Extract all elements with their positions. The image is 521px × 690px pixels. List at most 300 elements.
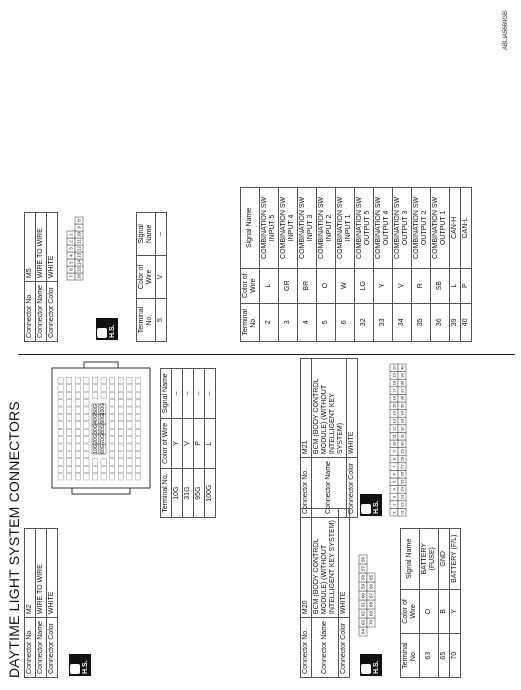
terminal-no: 100G	[205, 469, 216, 518]
pin-label: 12	[76, 245, 82, 252]
pin-label: 13	[76, 252, 82, 259]
pin-label: 36	[399, 395, 405, 401]
cavity	[110, 429, 115, 435]
cavity	[110, 377, 115, 383]
cavity	[135, 422, 140, 428]
cavity	[135, 451, 140, 457]
cavity	[127, 400, 132, 406]
wire-color: O	[317, 268, 336, 303]
pin-label: 59	[360, 583, 366, 590]
cavity	[118, 444, 123, 450]
wire-color: BR	[298, 268, 317, 303]
table-row	[393, 188, 412, 342]
figure-code: ABLIA5669GB	[503, 10, 509, 50]
pin-label: 11	[391, 434, 397, 439]
col-terminal: Terminal No.	[401, 634, 420, 678]
pin-label: 62	[360, 610, 366, 617]
cavity	[110, 451, 115, 457]
signal-name: BATTERY (F/L)	[450, 529, 461, 590]
cavity	[118, 466, 123, 472]
pin-label: 39	[399, 373, 405, 378]
connector-name: BCM (BODY CONTROL MODULE) (WITHOUT INTELLIGENT KEY SYSTEM)	[312, 509, 339, 618]
cavity	[67, 400, 72, 406]
cavity	[127, 414, 132, 420]
signal-name: COMBINATION SW OUTPUT 2	[412, 188, 431, 269]
cavity	[84, 459, 89, 465]
cavity	[84, 429, 89, 435]
hs-icon: H.S.	[96, 318, 118, 340]
cavity	[135, 437, 140, 443]
cavity	[75, 437, 80, 443]
cavity	[118, 451, 123, 457]
label: Connector Name	[312, 458, 347, 518]
pin-label: 65	[368, 574, 374, 581]
cavity	[101, 459, 106, 465]
cavity	[75, 377, 80, 383]
cavity	[75, 459, 80, 465]
cavity	[58, 407, 63, 413]
pin-label: 20G	[93, 434, 100, 444]
wire-color: V	[156, 255, 167, 298]
col-signal: Signal Name	[137, 213, 156, 256]
cavity	[58, 474, 63, 480]
col-color: Color of Wire	[161, 418, 172, 469]
pin-label: 14	[76, 259, 82, 266]
cavity	[58, 437, 63, 443]
wire-color: W	[336, 268, 355, 303]
m2-terminal-table	[160, 368, 216, 518]
wire-color: R	[412, 268, 431, 303]
signal-name: COMBINATION SW INPUT 4	[279, 188, 298, 269]
cavity	[110, 466, 115, 472]
label: Connector Color	[339, 618, 350, 678]
cavity	[58, 400, 63, 406]
pin-label: 9	[76, 226, 82, 229]
terminal-no: 3	[279, 303, 298, 341]
label: Connector No.	[301, 618, 312, 678]
signal-name: –	[205, 369, 216, 419]
pin-label: 64	[360, 628, 366, 635]
cavity	[135, 444, 140, 450]
wire-color: GR	[279, 268, 298, 303]
pin-label: 1	[391, 511, 397, 514]
label: Connector Color	[47, 618, 58, 678]
pin-label: 61	[360, 601, 366, 608]
cavity	[101, 385, 106, 391]
cavity	[75, 451, 80, 457]
wire-color: V	[183, 418, 194, 469]
connector-no: M5	[25, 213, 36, 282]
pin-label: 80G	[100, 424, 107, 434]
pin-label: 50G	[93, 404, 100, 414]
pin-label: 30G	[93, 424, 100, 434]
cavity	[84, 400, 89, 406]
pin-label: 57	[360, 565, 366, 572]
cavity	[84, 377, 89, 383]
wire-color: LG	[355, 268, 374, 303]
terminal-no: 5	[156, 299, 167, 342]
pin-label: 4	[391, 488, 397, 491]
cavity	[67, 407, 72, 413]
cavity	[127, 444, 132, 450]
cavity	[118, 429, 123, 435]
cavity	[84, 474, 89, 480]
signal-name: COMBINATION SW INPUT 5	[260, 188, 279, 269]
wire-color: L	[260, 268, 279, 303]
m20-connector-diagram	[356, 538, 386, 638]
pin-label: 37	[399, 388, 405, 393]
cavity	[92, 459, 97, 465]
pin-label: 33	[399, 418, 405, 424]
cavity	[127, 407, 132, 413]
wire-color: Y	[172, 418, 183, 469]
wire-color: L	[450, 268, 461, 303]
m5-header	[24, 212, 58, 342]
col-signal: Signal Name	[401, 529, 420, 590]
label: Connector No.	[25, 618, 36, 678]
cavity	[110, 400, 115, 406]
cavity	[75, 474, 80, 480]
pin-label: 66	[368, 583, 374, 590]
cavity	[67, 392, 72, 398]
pin-label: 14	[391, 411, 397, 416]
table-row	[260, 188, 279, 342]
signal-name: –	[156, 213, 167, 256]
pin-label: 6	[68, 268, 74, 271]
label: Connector No.	[25, 282, 36, 342]
pin-label: 69	[368, 610, 374, 617]
cavity	[118, 392, 123, 398]
hs-icon: H.S.	[360, 654, 382, 676]
pin-label: 16	[391, 395, 397, 401]
pin-label: 8	[391, 457, 397, 461]
cavity	[92, 385, 97, 391]
cavity	[67, 466, 72, 472]
terminal-no: 40	[461, 303, 472, 341]
pin-label: 21	[399, 509, 405, 515]
terminal-no: 5	[317, 303, 336, 341]
cavity	[75, 400, 80, 406]
signal-name: –	[183, 369, 194, 419]
cavity	[58, 414, 63, 420]
signal-name: CAN-L	[461, 188, 472, 269]
pin-label: 10	[391, 441, 397, 447]
signal-name: –	[194, 369, 205, 419]
cavity	[58, 459, 63, 465]
cavity	[58, 444, 63, 450]
col-color: Color of Wire	[401, 589, 420, 634]
signal-name: –	[172, 369, 183, 419]
table-row	[412, 188, 431, 342]
m20-terminal-table	[400, 528, 461, 678]
pin-label: 10G	[93, 444, 100, 454]
m2-connector-diagram	[32, 348, 177, 498]
col-terminal: Terminal No.	[137, 299, 156, 342]
label: Connector Color	[47, 282, 58, 342]
connector-m21	[300, 358, 405, 518]
table-row	[156, 213, 167, 342]
pin-label: 90G	[100, 414, 107, 424]
cavity	[67, 437, 72, 443]
terminal-no: 2	[260, 303, 279, 341]
terminal-no: 36	[431, 303, 450, 341]
cavity	[135, 392, 140, 398]
pin-label: 30	[399, 441, 405, 447]
pin-label: 2	[391, 503, 397, 506]
cavity	[101, 377, 106, 383]
col-signal: Signal Name	[241, 188, 260, 269]
cavity	[84, 392, 89, 398]
pin-label: 11	[76, 239, 82, 244]
table-row	[355, 188, 374, 342]
cavity	[67, 451, 72, 457]
pin-label: 20	[391, 365, 397, 371]
pin-label: 15	[76, 266, 82, 273]
cavity	[58, 392, 63, 398]
cavity	[67, 377, 72, 383]
m20-header	[300, 508, 350, 678]
cavity	[110, 392, 115, 398]
cavity	[135, 385, 140, 391]
connector-color: WHITE	[47, 213, 58, 282]
cavity	[92, 474, 97, 480]
wire-color: V	[393, 268, 412, 303]
connector-color: WHITE	[47, 529, 58, 618]
pin-label: 5	[391, 480, 397, 483]
cavity	[84, 407, 89, 413]
table-row	[450, 529, 461, 678]
cavity	[118, 385, 123, 391]
pin-label: 60G	[100, 444, 107, 454]
pin-label: 9	[391, 450, 397, 453]
pin-label: 58	[360, 574, 366, 581]
cavity	[135, 466, 140, 472]
cavity	[110, 407, 115, 413]
pin-label: 32	[399, 426, 405, 431]
cavity	[101, 474, 106, 480]
pin-label: 28	[399, 456, 405, 462]
table-row	[461, 188, 472, 342]
pin-label: 5	[68, 261, 74, 264]
cavity	[92, 377, 97, 383]
terminal-no: 10G	[172, 469, 183, 518]
pin-label: 63	[360, 619, 366, 626]
cavity	[118, 407, 123, 413]
connector-color: WHITE	[339, 509, 350, 618]
pin-label: 70	[368, 619, 374, 626]
wire-color: SB	[431, 268, 450, 303]
pin-label: 100G	[100, 402, 107, 416]
pin-label: 22	[399, 502, 405, 507]
pin-label: 24	[399, 487, 405, 492]
cavity	[110, 422, 115, 428]
pin-label: 25	[399, 479, 405, 485]
cavity	[67, 459, 72, 465]
cavity	[127, 429, 132, 435]
cavity	[110, 459, 115, 465]
cavity	[118, 459, 123, 465]
page-title: DAYTIME LIGHT SYSTEM CONNECTORS	[6, 401, 22, 678]
cavity	[110, 437, 115, 443]
terminal-no: 34	[393, 303, 412, 341]
label: Connector Name	[36, 618, 47, 678]
cavity	[67, 429, 72, 435]
table-row	[374, 188, 393, 342]
pin-label: 26	[399, 471, 405, 477]
cavity	[127, 474, 132, 480]
cavity	[58, 377, 63, 383]
table-row	[420, 529, 439, 678]
wire-color: Y	[450, 589, 461, 634]
signal-name: COMBINATION SW INPUT 1	[336, 188, 355, 269]
cavity	[75, 392, 80, 398]
pin-label: 56	[360, 556, 366, 563]
pin-label: 16	[76, 273, 82, 280]
label: Connector Color	[347, 458, 358, 518]
cavity	[118, 437, 123, 443]
cavity	[110, 385, 115, 391]
terminal-no: 95G	[194, 469, 205, 518]
table-row	[317, 188, 336, 342]
terminal-no: 35	[412, 303, 431, 341]
pin-label: 12	[391, 426, 397, 431]
cavity	[75, 414, 80, 420]
wire-color: P	[194, 418, 205, 469]
label: Connector No.	[301, 458, 312, 518]
pin-label: 10	[76, 231, 82, 238]
connector-name: WIRE TO WIRE	[36, 529, 47, 618]
connector-no: M21	[301, 359, 312, 458]
wire-color: Y	[374, 268, 393, 303]
connector-m5	[24, 212, 164, 342]
connector-name: BCM (BODY CONTROL MODULE) (WITHOUT INTELLIGENT KEY SYSTEM)	[312, 359, 347, 458]
pin-label: 18	[391, 380, 397, 386]
cavity	[84, 422, 89, 428]
m2-terminal-block	[160, 368, 216, 518]
col-terminal: Terminal No.	[241, 303, 260, 341]
cavity	[75, 466, 80, 472]
pin-label: 38	[399, 380, 405, 386]
pin-label: 40G	[93, 414, 100, 424]
pin-label: 3	[391, 495, 397, 499]
pin-label: 29	[399, 449, 405, 454]
terminal-no: 32	[355, 303, 374, 341]
table-row	[336, 188, 355, 342]
pin-label: 4	[68, 254, 74, 257]
cavity	[75, 385, 80, 391]
cavity	[84, 466, 89, 472]
signal-name: CAN-H	[450, 188, 461, 269]
cavity	[135, 459, 140, 465]
connector-color: WHITE	[347, 359, 358, 458]
terminal-no: 4	[298, 303, 317, 341]
cavity	[84, 385, 89, 391]
pin-label: 8	[76, 219, 82, 222]
terminal-no: 63	[420, 634, 439, 678]
signal-name: COMBINATION SW OUTPUT 4	[374, 188, 393, 269]
cavity	[67, 444, 72, 450]
cavity	[135, 429, 140, 435]
cavity	[84, 414, 89, 420]
cavity	[127, 385, 132, 391]
cavity	[92, 466, 97, 472]
pin-label: 23	[399, 494, 405, 500]
terminal-no: 33	[374, 303, 393, 341]
cavity	[127, 392, 132, 398]
signal-name: BATTERY (FUSE)	[420, 529, 439, 590]
pin-label: 17	[391, 388, 397, 393]
terminal-no: 31G	[183, 469, 194, 518]
cavity	[84, 437, 89, 443]
pin-label: 19	[391, 373, 397, 378]
pin-label: 7	[391, 465, 397, 468]
cavity	[127, 459, 132, 465]
cavity	[118, 400, 123, 406]
cavity	[110, 474, 115, 480]
cavity	[58, 385, 63, 391]
pin-label: 15	[391, 403, 397, 409]
cavity	[118, 414, 123, 420]
cavity	[135, 414, 140, 420]
terminal-no: 6	[336, 303, 355, 341]
cavity	[67, 414, 72, 420]
m5-connector-diagram	[64, 212, 88, 282]
m2-header	[24, 528, 58, 678]
table-row	[431, 188, 450, 342]
cavity	[101, 466, 106, 472]
cavity	[67, 474, 72, 480]
pin-label: 1	[68, 233, 74, 236]
label: Connector Name	[36, 282, 47, 342]
cavity	[75, 444, 80, 450]
terminal-no: 39	[450, 303, 461, 341]
hs-icon: H.S.	[360, 494, 382, 516]
cavity	[75, 407, 80, 413]
cavity	[127, 437, 132, 443]
cavity	[84, 444, 89, 450]
table-row	[205, 369, 216, 518]
cavity	[118, 422, 123, 428]
table-row	[439, 529, 450, 678]
pin-label: 60	[360, 592, 366, 599]
table-row	[183, 369, 194, 518]
pin-label: 3	[68, 247, 74, 250]
pin-label: 31	[399, 433, 405, 439]
cavity	[135, 400, 140, 406]
cavity	[92, 392, 97, 398]
cavity	[58, 429, 63, 435]
pin-label: 6	[391, 473, 397, 476]
cavity	[58, 466, 63, 472]
table-row	[279, 188, 298, 342]
pin-label: 67	[368, 592, 374, 599]
cavity	[67, 385, 72, 391]
m21-terminal-block	[240, 187, 472, 342]
cavity	[75, 429, 80, 435]
m5-terminal-table	[136, 212, 167, 342]
cavity	[84, 451, 89, 457]
connector-name: WIRE TO WIRE	[36, 213, 47, 282]
connector-no: M2	[25, 529, 36, 618]
hs-icon: H.S.	[69, 654, 91, 676]
col-terminal: Terminal No.	[161, 469, 172, 518]
pin-label: 7	[68, 275, 74, 278]
m21-header	[300, 358, 358, 518]
signal-name: COMBINATION SW OUTPUT 1	[431, 188, 450, 269]
cavity	[127, 466, 132, 472]
cavity	[58, 451, 63, 457]
signal-name: GND	[439, 529, 450, 590]
